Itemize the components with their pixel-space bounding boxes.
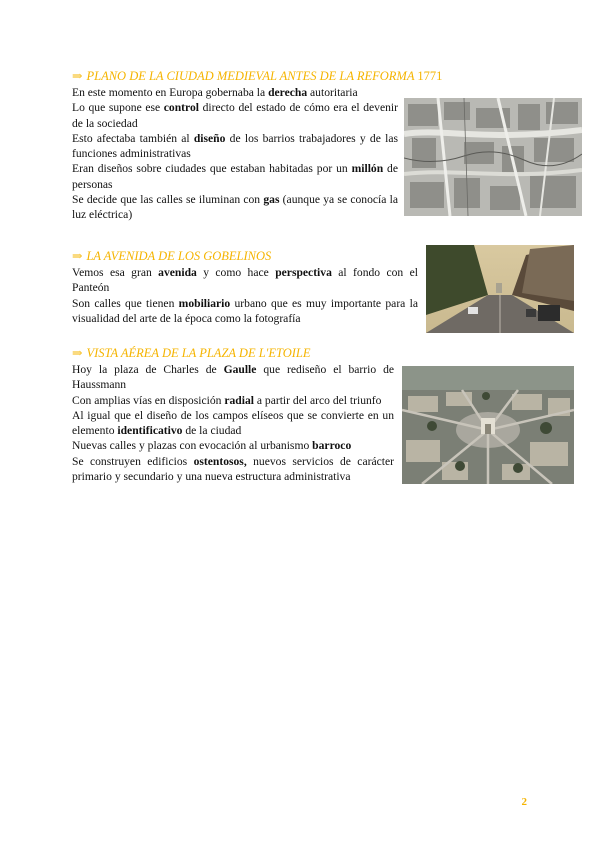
paragraph: [72, 131, 398, 162]
bold-term: avenida: [158, 266, 197, 279]
text-run: (aunque ya se conocía la luz eléctrica): [72, 193, 398, 222]
bold-term: radial: [224, 393, 254, 407]
paragraph: [72, 265, 418, 296]
paragraph: [72, 85, 398, 100]
text-run: y como hace: [196, 266, 276, 279]
page-number: 2: [521, 796, 527, 808]
medieval-city-map-image: [404, 98, 582, 216]
bold-term: gas: [263, 193, 280, 207]
arrow-icon: ⇒: [72, 249, 83, 263]
bold-term: perspectiva: [275, 266, 332, 279]
text-run: nuevos servicios de carácter primario y secundario y una nueva estructura administrativa: [72, 454, 394, 484]
text-run: a partir del arco del triunfo: [253, 393, 382, 407]
text-run: de la ciudad: [182, 424, 242, 438]
text-run: Hoy la plaza de Charles de: [72, 363, 224, 376]
text-run: Se construyen edificios: [72, 454, 194, 468]
bold-term: ostentosos,: [193, 454, 247, 468]
paragraph: [72, 192, 398, 223]
paragraph: [72, 454, 394, 485]
bold-term: derecha: [268, 86, 308, 99]
text-run: Se decide que las calles se iluminan con: [72, 193, 264, 207]
section-heading: ⇒ VISTA AÉREA DE LA PLAZA DE L'ETOILE: [72, 346, 311, 360]
text-run: urbano que es muy importante para la visualidad del arte de la época como la fotografía: [72, 296, 418, 325]
bold-term: diseño: [193, 131, 226, 145]
section-body: [72, 85, 398, 223]
text-run: que rediseño el barrio de Haussmann: [72, 363, 395, 392]
text-run: directo del estado de cómo era el devenir de la sociedad: [72, 101, 398, 130]
bold-term: mobiliario: [178, 296, 231, 310]
section-body: [72, 265, 418, 326]
text-run: Lo que supone ese: [72, 101, 164, 115]
text-run: Son calles que tienen: [72, 296, 179, 310]
section-heading: ⇒ PLANO DE LA CIUDAD MEDIEVAL ANTES DE LA REFORMA 1771: [72, 69, 443, 83]
bold-term: Gaulle: [223, 363, 257, 376]
bold-term: barroco: [312, 439, 352, 453]
text-run: En este momento en Europa gobernaba la: [72, 86, 269, 99]
text-run: Vemos esa gran: [72, 266, 159, 279]
text-run: Al igual que el diseño de los campos elíseos que se convierte en un elemento: [72, 408, 394, 438]
arrow-icon: ⇒: [72, 346, 83, 360]
text-run: autoritaria: [307, 86, 358, 99]
section-plano-ciudad: [72, 68, 443, 223]
plaza-etoile-aerial-photo: [402, 366, 574, 484]
bold-term: control: [163, 101, 199, 115]
paragraph: [72, 438, 394, 453]
paragraph: [72, 100, 398, 131]
text-run: Nuevas calles y plazas con evocación al urbanismo: [72, 439, 313, 453]
arrow-icon: ⇒: [72, 69, 83, 83]
text-run: Eran diseños sobre ciudades que estaban habitadas por un: [72, 162, 352, 176]
text-run: de los barrios trabajadores y de las funciones administrativas: [72, 131, 398, 161]
bold-term: millón: [351, 162, 384, 176]
text-run: al fondo con el Panteón: [72, 266, 418, 295]
paragraph: [72, 393, 394, 408]
paragraph: [72, 362, 394, 393]
paragraph: [72, 161, 398, 192]
paragraph: [72, 408, 394, 439]
text-run: de personas: [72, 162, 398, 191]
section-body: [72, 362, 394, 484]
text-run: Esto afectaba también al: [72, 131, 194, 145]
bold-term: identificativo: [117, 424, 183, 438]
text-run: Con amplias vías en disposición: [72, 393, 225, 407]
avenida-gobelinos-photo: [426, 245, 574, 333]
section-plaza-etoile: [72, 345, 394, 484]
section-avenida-gobelinos: [72, 248, 418, 326]
section-heading: ⇒ LA AVENIDA DE LOS GOBELINOS: [72, 249, 272, 263]
paragraph: [72, 296, 418, 327]
